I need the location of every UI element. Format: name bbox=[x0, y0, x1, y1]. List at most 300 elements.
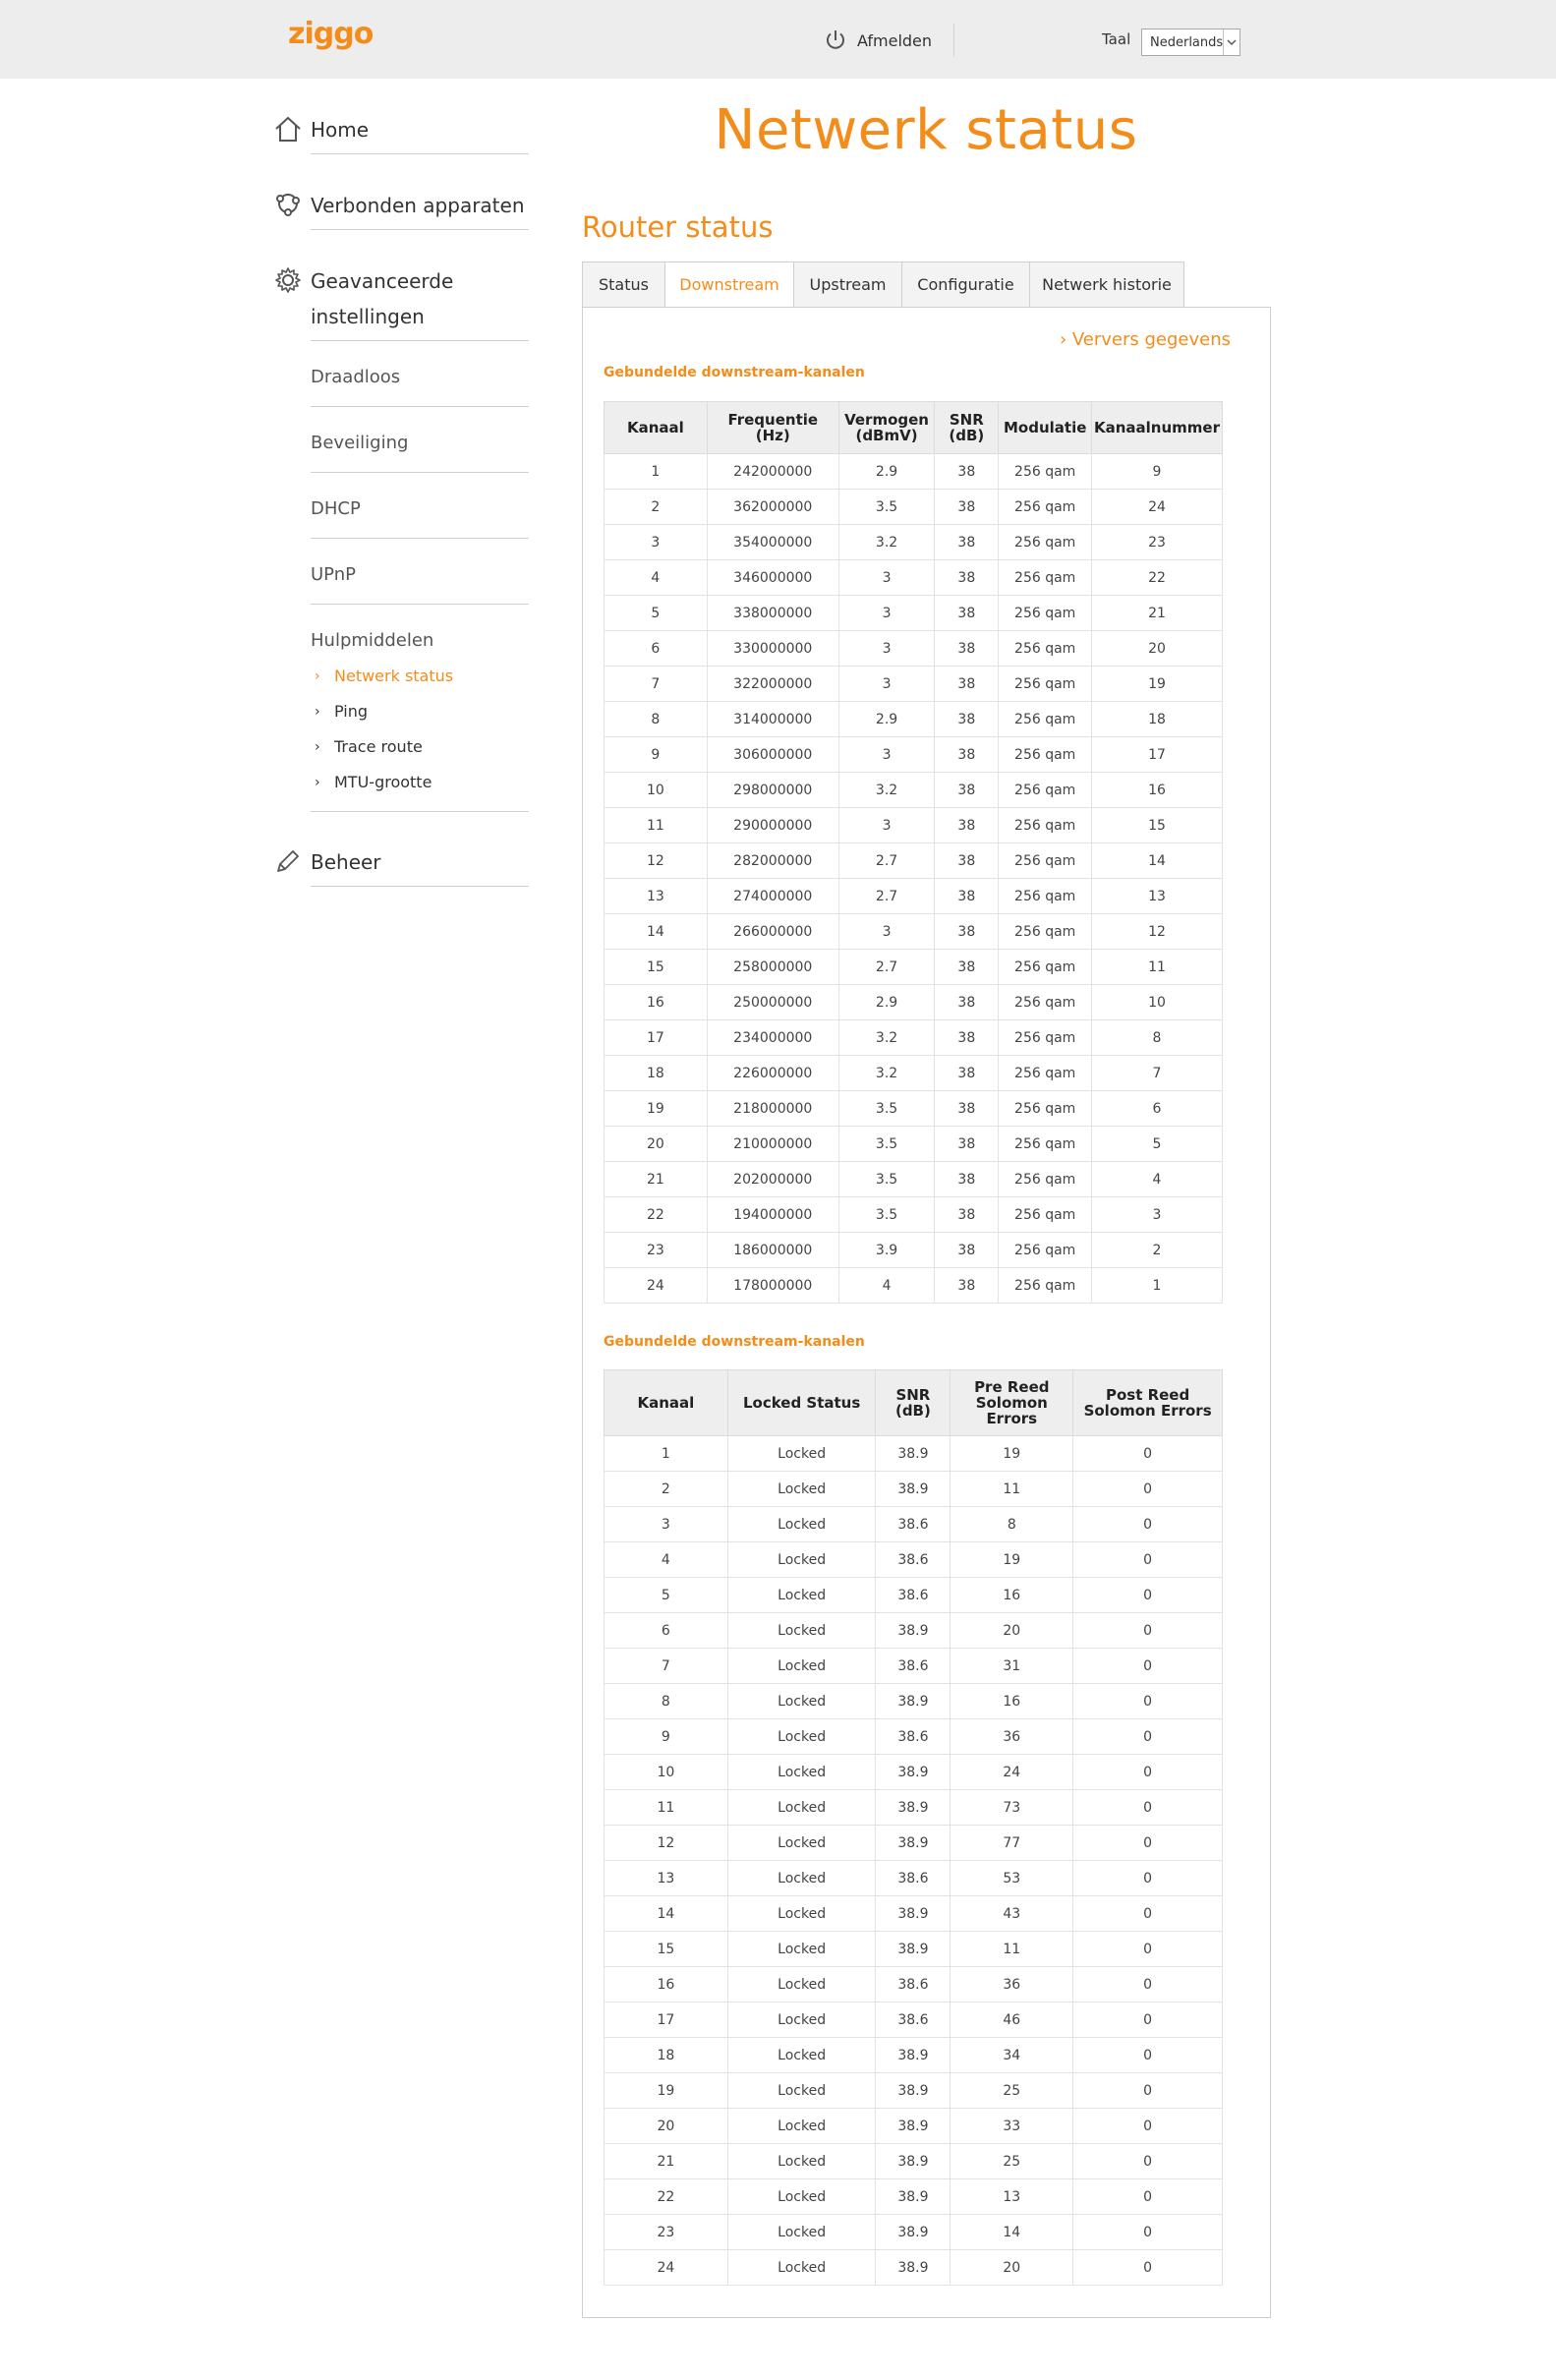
table-cell: 0 bbox=[1073, 1932, 1223, 1967]
table-cell: 306000000 bbox=[707, 737, 838, 773]
table-cell: 38 bbox=[935, 667, 999, 702]
table-cell: 38.6 bbox=[876, 1719, 951, 1755]
sidebar-item-connected-devices[interactable] bbox=[273, 188, 529, 224]
chevron-right-icon: › bbox=[315, 738, 320, 755]
table-cell: 38.9 bbox=[876, 2144, 951, 2179]
table-cell: 33 bbox=[951, 2109, 1073, 2144]
table-cell: 15 bbox=[1091, 808, 1222, 843]
table-row bbox=[605, 2179, 1223, 2215]
table-cell: 0 bbox=[1073, 1436, 1223, 1472]
table-cell: 14 bbox=[605, 1896, 728, 1932]
table-cell: 38.9 bbox=[876, 1684, 951, 1719]
table-cell: Locked bbox=[727, 1826, 876, 1861]
table-cell: 256 qam bbox=[999, 1197, 1092, 1233]
table-cell: 11 bbox=[605, 1790, 728, 1826]
table-cell: 0 bbox=[1073, 2179, 1223, 2215]
table-cell: 256 qam bbox=[999, 454, 1092, 490]
table-cell: Locked bbox=[727, 1790, 876, 1826]
table-cell: 19 bbox=[605, 1091, 708, 1127]
table-cell: 38 bbox=[935, 1268, 999, 1304]
column-header: Kanaalnummer bbox=[1091, 402, 1222, 454]
table-cell: 20 bbox=[951, 2250, 1073, 2286]
sidebar-item-home[interactable] bbox=[273, 112, 369, 148]
column-header: Kanaal bbox=[605, 402, 708, 454]
table-row bbox=[605, 773, 1223, 808]
table-cell: 0 bbox=[1073, 1613, 1223, 1649]
table-cell: 53 bbox=[951, 1861, 1073, 1896]
table-cell: 2.7 bbox=[838, 950, 934, 985]
table-cell: 0 bbox=[1073, 2003, 1223, 2038]
table-cell: 38.6 bbox=[876, 1542, 951, 1578]
table-cell: 256 qam bbox=[999, 490, 1092, 525]
table-row bbox=[605, 2073, 1223, 2109]
table-cell: 362000000 bbox=[707, 490, 838, 525]
table-cell: 0 bbox=[1073, 2250, 1223, 2286]
table-cell: 3 bbox=[605, 1507, 728, 1542]
table-cell: 1 bbox=[605, 454, 708, 490]
table-cell: 23 bbox=[1091, 525, 1222, 560]
table-cell: 3.5 bbox=[838, 1162, 934, 1197]
table-cell: 0 bbox=[1073, 1755, 1223, 1790]
svg-text:ziggo: ziggo bbox=[288, 17, 374, 51]
table-cell: 46 bbox=[951, 2003, 1073, 2038]
table-cell: 256 qam bbox=[999, 843, 1092, 879]
table-cell: 256 qam bbox=[999, 1127, 1092, 1162]
table-cell: 0 bbox=[1073, 1719, 1223, 1755]
table-cell: 4 bbox=[605, 1542, 728, 1578]
table-cell: 38 bbox=[935, 1091, 999, 1127]
table-cell: 256 qam bbox=[999, 985, 1092, 1020]
table-cell: 17 bbox=[605, 1020, 708, 1056]
top-header bbox=[0, 0, 1556, 79]
table-cell: 0 bbox=[1073, 1790, 1223, 1826]
sidebar-tool-label: Trace route bbox=[334, 737, 423, 756]
table-cell: 1 bbox=[1091, 1268, 1222, 1304]
sidebar-tool-label: Ping bbox=[334, 702, 369, 721]
divider bbox=[311, 811, 529, 812]
table-cell: 256 qam bbox=[999, 560, 1092, 596]
table-cell: 2.9 bbox=[838, 702, 934, 737]
table-row bbox=[605, 560, 1223, 596]
table-cell: 21 bbox=[605, 1162, 708, 1197]
table-cell: 338000000 bbox=[707, 596, 838, 631]
table-cell: 10 bbox=[605, 773, 708, 808]
tab-bar bbox=[582, 261, 1184, 308]
table-cell: 202000000 bbox=[707, 1162, 838, 1197]
table-cell: 0 bbox=[1073, 1967, 1223, 2003]
table-cell: Locked bbox=[727, 2215, 876, 2250]
table-cell: 210000000 bbox=[707, 1127, 838, 1162]
table-cell: 23 bbox=[605, 1233, 708, 1268]
table-cell: Locked bbox=[727, 1472, 876, 1507]
column-header: Locked Status bbox=[727, 1370, 876, 1436]
chevron-down-icon[interactable] bbox=[1223, 29, 1239, 55]
table-cell: 38.6 bbox=[876, 1578, 951, 1613]
refresh-link[interactable] bbox=[1060, 329, 1231, 350]
table-cell: 242000000 bbox=[707, 454, 838, 490]
table-cell: 25 bbox=[951, 2073, 1073, 2109]
divider bbox=[311, 538, 529, 539]
table-cell: 3.9 bbox=[838, 1233, 934, 1268]
table-row bbox=[605, 1684, 1223, 1719]
gear-icon bbox=[273, 265, 303, 295]
sidebar-tool-mtu-size[interactable] bbox=[315, 773, 432, 791]
table-cell: 13 bbox=[605, 1861, 728, 1896]
table-cell: 19 bbox=[1091, 667, 1222, 702]
table-cell: 8 bbox=[605, 702, 708, 737]
table-cell: 234000000 bbox=[707, 1020, 838, 1056]
table-cell: 21 bbox=[605, 2144, 728, 2179]
table-cell: 20 bbox=[605, 1127, 708, 1162]
downstream-channels-table bbox=[604, 401, 1223, 1304]
page-title: Netwerk status bbox=[714, 98, 1138, 162]
table-row bbox=[605, 454, 1223, 490]
sidebar-tool-network-status[interactable] bbox=[315, 667, 453, 685]
table-cell: 18 bbox=[605, 2038, 728, 2073]
table-cell: 8 bbox=[605, 1684, 728, 1719]
table-cell: 38 bbox=[935, 1197, 999, 1233]
table-cell: 256 qam bbox=[999, 631, 1092, 667]
table-row bbox=[605, 1967, 1223, 2003]
table-cell: 250000000 bbox=[707, 985, 838, 1020]
table-cell: 3.2 bbox=[838, 1020, 934, 1056]
sidebar-tool-label: MTU-grootte bbox=[334, 773, 432, 791]
table-cell: 11 bbox=[605, 808, 708, 843]
table-cell: Locked bbox=[727, 1684, 876, 1719]
table-cell: 3.5 bbox=[838, 1197, 934, 1233]
column-header: Kanaal bbox=[605, 1370, 728, 1436]
table-cell: 218000000 bbox=[707, 1091, 838, 1127]
table-cell: 3.2 bbox=[838, 525, 934, 560]
table-cell: 298000000 bbox=[707, 773, 838, 808]
table-cell: 16 bbox=[1091, 773, 1222, 808]
table-cell: Locked bbox=[727, 2144, 876, 2179]
table-cell: 9 bbox=[605, 737, 708, 773]
table-cell: 3.5 bbox=[838, 1127, 934, 1162]
table-cell: 38.9 bbox=[876, 2073, 951, 2109]
chevron-right-icon: › bbox=[1059, 329, 1072, 350]
table-cell: 20 bbox=[605, 2109, 728, 2144]
table-cell: 7 bbox=[1091, 1056, 1222, 1091]
table-cell: 73 bbox=[951, 1790, 1073, 1826]
sidebar-tool-label: Netwerk status bbox=[334, 667, 454, 685]
chevron-right-icon: › bbox=[315, 703, 320, 720]
table-cell: 290000000 bbox=[707, 808, 838, 843]
table-cell: 38 bbox=[935, 490, 999, 525]
table-title: Gebundelde downstream-kanalen bbox=[604, 365, 865, 380]
table-row bbox=[605, 1613, 1223, 1649]
table-cell: 38.9 bbox=[876, 2038, 951, 2073]
sidebar-item-advanced-settings[interactable] bbox=[273, 263, 529, 335]
table-cell: 256 qam bbox=[999, 1268, 1092, 1304]
sidebar-item-security[interactable]: Beveiliging bbox=[311, 433, 409, 453]
table-cell: 38 bbox=[935, 560, 999, 596]
table-row bbox=[605, 1197, 1223, 1233]
home-icon bbox=[273, 114, 303, 144]
table-cell: 16 bbox=[605, 1967, 728, 2003]
table-row bbox=[605, 1790, 1223, 1826]
table-cell: 330000000 bbox=[707, 631, 838, 667]
table-cell: 38 bbox=[935, 1127, 999, 1162]
table-cell: 12 bbox=[605, 1826, 728, 1861]
table-row bbox=[605, 2038, 1223, 2073]
table-cell: 17 bbox=[1091, 737, 1222, 773]
table-row bbox=[605, 596, 1223, 631]
table-cell: 266000000 bbox=[707, 914, 838, 950]
logout-label: Afmelden bbox=[857, 30, 933, 50]
table-cell: 0 bbox=[1073, 1649, 1223, 1684]
logout-button[interactable] bbox=[824, 26, 932, 55]
table-cell: 13 bbox=[1091, 879, 1222, 914]
column-header: Modulatie bbox=[999, 402, 1092, 454]
table-cell: 0 bbox=[1073, 1472, 1223, 1507]
table-cell: 38 bbox=[935, 631, 999, 667]
power-icon bbox=[824, 29, 847, 52]
table-row bbox=[605, 808, 1223, 843]
table-cell: 38.6 bbox=[876, 1967, 951, 2003]
table-cell: 38.6 bbox=[876, 2003, 951, 2038]
table-cell: 256 qam bbox=[999, 1056, 1092, 1091]
table-cell: 38 bbox=[935, 1162, 999, 1197]
table-cell: Locked bbox=[727, 1755, 876, 1790]
table-cell: 226000000 bbox=[707, 1056, 838, 1091]
table-cell: 38.9 bbox=[876, 1613, 951, 1649]
table-cell: 11 bbox=[951, 1472, 1073, 1507]
table-cell: 38.6 bbox=[876, 1507, 951, 1542]
sidebar-tool-trace-route[interactable] bbox=[315, 737, 423, 756]
table-cell: Locked bbox=[727, 1649, 876, 1684]
table-row bbox=[605, 985, 1223, 1020]
table-cell: 38 bbox=[935, 525, 999, 560]
divider bbox=[311, 229, 529, 230]
table-row bbox=[605, 490, 1223, 525]
sidebar-item-label: Home bbox=[311, 118, 370, 142]
tab-network-history[interactable]: Netwerk historie bbox=[1029, 261, 1184, 308]
table-cell: 24 bbox=[605, 1268, 708, 1304]
table-cell: 0 bbox=[1073, 2144, 1223, 2179]
table-cell: 3 bbox=[838, 737, 934, 773]
table-cell: 3 bbox=[838, 560, 934, 596]
table-cell: 6 bbox=[605, 631, 708, 667]
table-cell: 256 qam bbox=[999, 596, 1092, 631]
table-cell: 36 bbox=[951, 1967, 1073, 2003]
table-cell: 0 bbox=[1073, 2073, 1223, 2109]
table-cell: 14 bbox=[605, 914, 708, 950]
table-cell: 4 bbox=[1091, 1162, 1222, 1197]
table-row bbox=[605, 914, 1223, 950]
table-cell: 2 bbox=[605, 490, 708, 525]
table-cell: 38 bbox=[935, 914, 999, 950]
table-cell: 23 bbox=[605, 2215, 728, 2250]
table-cell: 5 bbox=[1091, 1127, 1222, 1162]
table-cell: 38 bbox=[935, 985, 999, 1020]
table-cell: 8 bbox=[1091, 1020, 1222, 1056]
table-cell: Locked bbox=[727, 1542, 876, 1578]
table-row bbox=[605, 879, 1223, 914]
table-row bbox=[605, 1162, 1223, 1197]
channel-error-table bbox=[604, 1369, 1223, 2286]
divider bbox=[311, 153, 529, 154]
table-cell: 25 bbox=[951, 2144, 1073, 2179]
table-row bbox=[605, 1649, 1223, 1684]
table-cell: 19 bbox=[951, 1542, 1073, 1578]
table-row bbox=[605, 950, 1223, 985]
refresh-label: Ververs gegevens bbox=[1071, 329, 1231, 350]
table-cell: 38.9 bbox=[876, 1790, 951, 1826]
ziggo-logo[interactable] bbox=[288, 14, 386, 53]
table-cell: Locked bbox=[727, 1613, 876, 1649]
table-row bbox=[605, 1578, 1223, 1613]
table-cell: 38.9 bbox=[876, 2215, 951, 2250]
table-row bbox=[605, 1472, 1223, 1507]
table-row bbox=[605, 1896, 1223, 1932]
table-cell: 4 bbox=[838, 1268, 934, 1304]
table-row bbox=[605, 2250, 1223, 2286]
table-row bbox=[605, 1542, 1223, 1578]
table-cell: 256 qam bbox=[999, 914, 1092, 950]
divider bbox=[311, 604, 529, 605]
table-row bbox=[605, 2003, 1223, 2038]
tab-configuration[interactable]: Configuratie bbox=[901, 261, 1029, 308]
table-cell: Locked bbox=[727, 2109, 876, 2144]
table-cell: 38.6 bbox=[876, 1861, 951, 1896]
table-cell: 38 bbox=[935, 843, 999, 879]
table-cell: 38.9 bbox=[876, 2250, 951, 2286]
table-row bbox=[605, 737, 1223, 773]
table-cell: 38 bbox=[935, 737, 999, 773]
table-cell: 256 qam bbox=[999, 808, 1092, 843]
table-cell: 38.6 bbox=[876, 1649, 951, 1684]
table-cell: 3.2 bbox=[838, 773, 934, 808]
table-cell: 3 bbox=[838, 914, 934, 950]
table-cell: 3.2 bbox=[838, 1056, 934, 1091]
table-row bbox=[605, 702, 1223, 737]
table-cell: 15 bbox=[605, 1932, 728, 1967]
table-cell: Locked bbox=[727, 2073, 876, 2109]
table-row bbox=[605, 2109, 1223, 2144]
table-cell: 10 bbox=[605, 1755, 728, 1790]
table-cell: 24 bbox=[1091, 490, 1222, 525]
table-cell: 21 bbox=[1091, 596, 1222, 631]
tab-downstream[interactable]: Downstream bbox=[664, 261, 793, 308]
language-select-value: Nederlands bbox=[1150, 34, 1224, 50]
table-cell: 38 bbox=[935, 808, 999, 843]
column-header: SNR (dB) bbox=[935, 402, 999, 454]
table-cell: 256 qam bbox=[999, 702, 1092, 737]
table-cell: 0 bbox=[1073, 1507, 1223, 1542]
table-cell: 3 bbox=[1091, 1197, 1222, 1233]
sidebar-item-label-line2: instellingen bbox=[311, 305, 425, 328]
table-cell: 22 bbox=[605, 2179, 728, 2215]
table-cell: 13 bbox=[951, 2179, 1073, 2215]
table-cell: 22 bbox=[605, 1197, 708, 1233]
table-cell: 186000000 bbox=[707, 1233, 838, 1268]
language-label: Taal bbox=[1102, 30, 1131, 48]
tab-status[interactable]: Status bbox=[582, 261, 664, 308]
table-cell: 13 bbox=[605, 879, 708, 914]
sidebar-item-wireless[interactable]: Draadloos bbox=[311, 367, 401, 387]
table-cell: 38 bbox=[935, 1056, 999, 1091]
table-cell: 5 bbox=[605, 596, 708, 631]
table-cell: 3 bbox=[838, 596, 934, 631]
tab-upstream[interactable]: Upstream bbox=[793, 261, 901, 308]
table-row bbox=[605, 1755, 1223, 1790]
table-cell: 0 bbox=[1073, 2109, 1223, 2144]
table-cell: 2.9 bbox=[838, 985, 934, 1020]
table-cell: 0 bbox=[1073, 2215, 1223, 2250]
sidebar-item-label: Beheer bbox=[311, 850, 381, 874]
table-cell: 38 bbox=[935, 773, 999, 808]
table-row bbox=[605, 1091, 1223, 1127]
table-cell: 12 bbox=[1091, 914, 1222, 950]
table-cell: 194000000 bbox=[707, 1197, 838, 1233]
table-cell: Locked bbox=[727, 2038, 876, 2073]
table-cell: 3 bbox=[838, 808, 934, 843]
sidebar-tool-ping[interactable] bbox=[315, 702, 368, 721]
table-cell: 15 bbox=[605, 950, 708, 985]
column-header: Pre Reed Solomon Errors bbox=[951, 1370, 1073, 1436]
table-cell: 256 qam bbox=[999, 1091, 1092, 1127]
table-cell: Locked bbox=[727, 1932, 876, 1967]
table-cell: 256 qam bbox=[999, 879, 1092, 914]
table-cell: 7 bbox=[605, 667, 708, 702]
table-cell: 256 qam bbox=[999, 950, 1092, 985]
table-row bbox=[605, 1056, 1223, 1091]
table-cell: 354000000 bbox=[707, 525, 838, 560]
table-cell: 77 bbox=[951, 1826, 1073, 1861]
language-select[interactable] bbox=[1141, 29, 1240, 56]
sidebar-item-label: Verbonden apparaten bbox=[311, 194, 525, 217]
devices-icon bbox=[273, 190, 303, 219]
sidebar-item-tools[interactable]: Hulpmiddelen bbox=[311, 630, 434, 651]
table-cell: 20 bbox=[1091, 631, 1222, 667]
table-cell: 346000000 bbox=[707, 560, 838, 596]
table-cell: 2.9 bbox=[838, 454, 934, 490]
table-cell: 34 bbox=[951, 2038, 1073, 2073]
table-cell: 10 bbox=[1091, 985, 1222, 1020]
table-row bbox=[605, 525, 1223, 560]
sidebar-item-dhcp[interactable]: DHCP bbox=[311, 498, 361, 519]
table-cell: 256 qam bbox=[999, 1162, 1092, 1197]
chevron-right-icon: › bbox=[315, 668, 320, 684]
table-title: Gebundelde downstream-kanalen bbox=[604, 1334, 865, 1350]
table-row bbox=[605, 1127, 1223, 1162]
table-cell: 20 bbox=[951, 1613, 1073, 1649]
table-cell: 3.5 bbox=[838, 490, 934, 525]
table-cell: 2 bbox=[1091, 1233, 1222, 1268]
table-cell: 14 bbox=[1091, 843, 1222, 879]
table-cell: 38.9 bbox=[876, 2179, 951, 2215]
table-cell: 38.9 bbox=[876, 1826, 951, 1861]
table-cell: Locked bbox=[727, 1896, 876, 1932]
sidebar-item-upnp[interactable]: UPnP bbox=[311, 564, 356, 585]
table-cell: 16 bbox=[951, 1578, 1073, 1613]
pencil-icon bbox=[273, 846, 303, 876]
table-cell: 258000000 bbox=[707, 950, 838, 985]
table-cell: 0 bbox=[1073, 1684, 1223, 1719]
table-cell: 17 bbox=[605, 2003, 728, 2038]
table-cell: 38 bbox=[935, 596, 999, 631]
table-cell: 12 bbox=[605, 843, 708, 879]
table-cell: Locked bbox=[727, 2003, 876, 2038]
table-cell: 16 bbox=[951, 1684, 1073, 1719]
table-cell: 0 bbox=[1073, 2038, 1223, 2073]
table-cell: 19 bbox=[951, 1436, 1073, 1472]
divider bbox=[311, 472, 529, 473]
table-cell: 178000000 bbox=[707, 1268, 838, 1304]
sidebar-item-manage[interactable] bbox=[273, 844, 529, 881]
table-cell: Locked bbox=[727, 1861, 876, 1896]
